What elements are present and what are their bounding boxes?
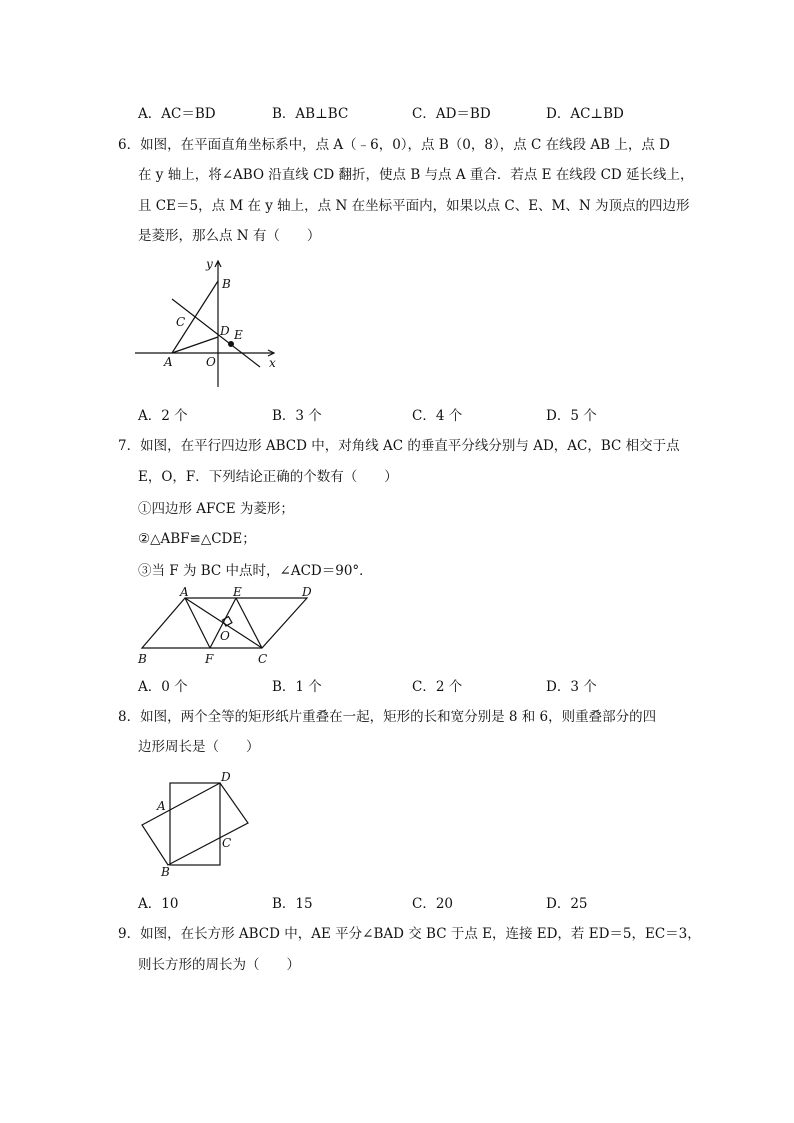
tilted-rectangle [142, 783, 248, 865]
q6-text-line-4: 是菱形，那么点 N 有（ ） [138, 228, 321, 244]
label-d: D [302, 585, 312, 599]
q8-option-c: C．20 [412, 896, 454, 912]
q8-option-d: D．25 [546, 896, 588, 912]
q6-text-line-3: 且 CE＝5，点 M 在 y 轴上，点 N 在坐标平面内，如果以点 C、E、M、N 为顶点的四边形 [138, 198, 690, 214]
q5-option-b: B．AB⊥BC [272, 106, 349, 122]
q5-option-d: D．AC⊥BD [546, 106, 624, 122]
q6-option-b: B．3 个 [272, 408, 322, 424]
q7-text-line-1: 7．如图，在平行四边形 ABCD 中，对角线 AC 的垂直平分线分别与 AD，AC，BC 相交于点 [118, 438, 680, 454]
q6-coordinate-figure [130, 255, 290, 390]
q6-option-d: D．5 个 [546, 408, 597, 424]
q8-options [138, 892, 698, 912]
vertical-rectangle [170, 783, 220, 865]
q6-options [138, 404, 698, 424]
label-e: E [233, 585, 242, 599]
label-b: B [138, 652, 147, 666]
label-o: O [220, 629, 230, 643]
label-c: C [222, 836, 232, 850]
label-a: A [164, 355, 173, 369]
q7-text-line-2: E，O，F．下列结论正确的个数有（ ） [138, 469, 398, 485]
label-x: x [269, 356, 276, 370]
label-b: B [222, 277, 231, 291]
q7-item-1: ①四边形 AFCE 为菱形； [138, 501, 294, 517]
label-b: B [161, 865, 170, 879]
label-a: A [157, 799, 166, 813]
label-y: y [206, 257, 213, 271]
q8-rectangles-figure [136, 768, 256, 880]
label-d: D [220, 324, 230, 338]
q8-text-line-2: 边形周长是（ ） [138, 739, 260, 755]
label-f: F [205, 652, 214, 666]
q5-options [138, 102, 698, 122]
label-d: D [221, 770, 231, 784]
q7-item-2: ②△ABF≌△CDE； [138, 531, 256, 547]
q5-option-a: A．AC＝BD [138, 106, 216, 122]
label-c: C [176, 315, 186, 329]
label-c: C [258, 652, 268, 666]
q8-option-b: B．15 [272, 896, 313, 912]
q7-item-3: ③当 F 为 BC 中点时，∠ACD＝90°． [138, 563, 373, 579]
q7-option-b: B．1 个 [272, 679, 322, 695]
q9-text-line-1: 9．如图，在长方形 ABCD 中，AE 平分∠BAD 交 BC 于点 E，连接 ED，若 ED＝5，EC＝3， [118, 926, 701, 942]
q6-option-c: C．4 个 [412, 408, 463, 424]
q7-parallelogram-figure [132, 585, 322, 667]
q7-option-d: D．3 个 [546, 679, 597, 695]
q8-text-line-1: 8．如图，两个全等的矩形纸片重叠在一起，矩形的长和宽分别是 8 和 6，则重叠部分的四 [118, 709, 657, 725]
segment-ad [172, 337, 218, 353]
q9-text-line-2: 则长方形的周长为（ ） [138, 957, 300, 973]
q5-option-c: C．AD＝BD [412, 106, 491, 122]
q6-option-a: A．2 个 [138, 408, 188, 424]
q6-text-line-2: 在 y 轴上，将∠ABO 沿直线 CD 翻折，使点 B 与点 A 重合．若点 E 在线段 CD 延长线上， [138, 167, 694, 183]
label-e: E [234, 328, 243, 342]
q6-text-line-1: 6．如图，在平面直角坐标系中，点 A（﹣6，0），点 B（0，8），点 C 在线段 AB 上，点 D [118, 137, 670, 153]
q7-option-c: C．2 个 [412, 679, 463, 695]
label-a: A [180, 585, 189, 599]
segment-ec [236, 598, 262, 648]
q7-option-a: A．0 个 [138, 679, 188, 695]
q8-option-a: A．10 [138, 896, 179, 912]
q7-options [138, 675, 698, 695]
label-o: O [206, 355, 216, 369]
